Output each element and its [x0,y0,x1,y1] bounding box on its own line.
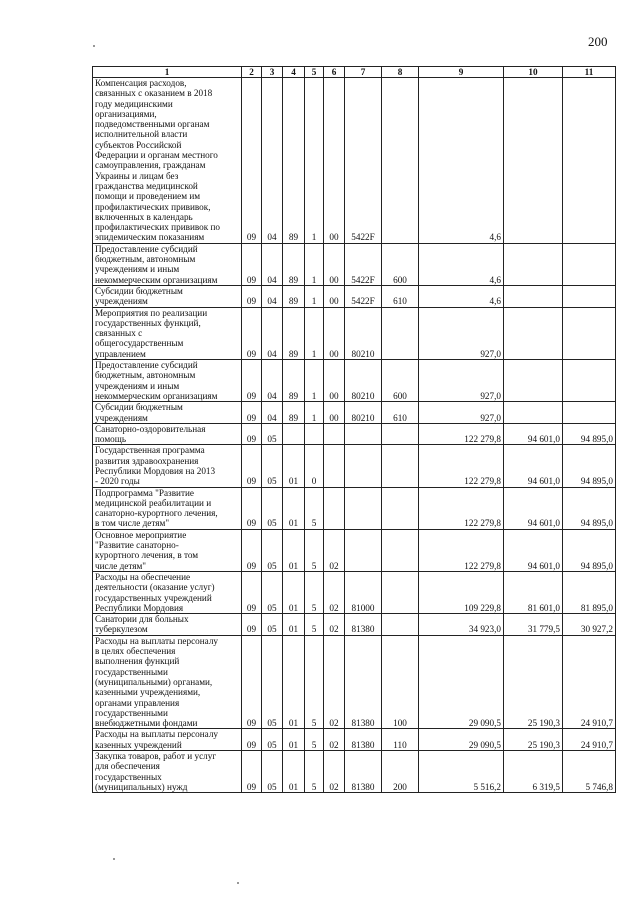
direction-code [345,487,382,529]
table-row [93,529,616,571]
table-row [93,78,616,244]
amount-col9: 4,6 [419,243,504,285]
amount-col11: 94 895,0 [563,423,616,445]
subprogram-code [305,423,324,445]
section-code: 09 [242,423,262,445]
activity-code [324,423,345,445]
activity-code: 02 [324,529,345,571]
amount-col10 [504,307,563,359]
header-cell: 5 [305,67,324,78]
section-code: 09 [242,529,262,571]
amount-col10 [504,243,563,285]
subprogram-code: 1 [305,307,324,359]
program-code: 01 [283,614,305,636]
activity-code: 02 [324,751,345,793]
section-code: 09 [242,285,262,307]
amount-col11: 24 910,7 [563,729,616,751]
amount-col11: 5 746,8 [563,751,616,793]
subsection-code: 04 [262,243,283,285]
program-code: 01 [283,445,305,487]
subprogram-code: 1 [305,78,324,244]
amount-col11: 30 927,2 [563,614,616,636]
amount-col11 [563,285,616,307]
section-code: 09 [242,78,262,244]
amount-col11: 94 895,0 [563,487,616,529]
program-code: 01 [283,571,305,613]
program-code: 01 [283,487,305,529]
expense-type-code: 110 [382,729,419,751]
amount-col10: 94 601,0 [504,487,563,529]
amount-col10: 6 319,5 [504,751,563,793]
direction-code: 5422F [345,243,382,285]
subsection-code: 05 [262,445,283,487]
direction-code: 5422F [345,285,382,307]
row-name: Расходы на выплаты персоналу казенных учреждений [93,729,242,751]
budget-table [92,66,616,793]
activity-code: 02 [324,635,345,729]
amount-col10: 81 601,0 [504,571,563,613]
amount-col11 [563,243,616,285]
subsection-code: 05 [262,423,283,445]
direction-code: 80210 [345,402,382,424]
table-row [93,487,616,529]
subsection-code: 05 [262,571,283,613]
section-code: 09 [242,445,262,487]
row-name: Расходы на обеспечение деятельности (оказание услуг) государственных учреждений Республики Мордовия [93,571,242,613]
program-code: 89 [283,402,305,424]
header-cell: 7 [345,67,382,78]
amount-col9: 122 279,8 [419,487,504,529]
expense-type-code [382,78,419,244]
amount-col9: 927,0 [419,402,504,424]
amount-col10: 31 779,5 [504,614,563,636]
direction-code [345,423,382,445]
section-code: 09 [242,402,262,424]
program-code: 01 [283,529,305,571]
expense-type-code: 610 [382,402,419,424]
activity-code: 02 [324,571,345,613]
subsection-code: 05 [262,635,283,729]
subprogram-code: 0 [305,445,324,487]
program-code: 89 [283,307,305,359]
subsection-code: 04 [262,402,283,424]
subprogram-code: 5 [305,487,324,529]
section-code: 09 [242,307,262,359]
table-row [93,285,616,307]
program-code: 01 [283,729,305,751]
amount-col11: 81 895,0 [563,571,616,613]
expense-type-code [382,423,419,445]
amount-col11 [563,402,616,424]
expense-type-code [382,307,419,359]
row-name: Санаторно-оздоровительная помощь [93,423,242,445]
program-code: 89 [283,243,305,285]
activity-code [324,445,345,487]
program-code: 01 [283,751,305,793]
subprogram-code: 1 [305,402,324,424]
subsection-code: 05 [262,487,283,529]
amount-col10: 94 601,0 [504,529,563,571]
row-name: Основное мероприятие "Развитие санаторно- курортного лечения, в том числе детям" [93,529,242,571]
table-row [93,614,616,636]
table-row [93,635,616,729]
row-name: Предоставление субсидий бюджетным, автономным учреждениям и иным некоммерческим организациям [93,243,242,285]
header-cell: 11 [563,67,616,78]
activity-code: 02 [324,614,345,636]
amount-col9: 927,0 [419,360,504,402]
table-body [93,78,616,793]
direction-code: 81380 [345,729,382,751]
activity-code: 00 [324,243,345,285]
amount-col9: 5 516,2 [419,751,504,793]
amount-col9: 34 923,0 [419,614,504,636]
amount-col10 [504,78,563,244]
section-code: 09 [242,635,262,729]
amount-col9: 927,0 [419,307,504,359]
table-row [93,445,616,487]
program-code: 89 [283,285,305,307]
activity-code: 00 [324,360,345,402]
amount-col11: 24 910,7 [563,635,616,729]
direction-code [345,529,382,571]
header-cell: 10 [504,67,563,78]
row-name: Мероприятия по реализации государственных функций, связанных с общегосударственным управлением [93,307,242,359]
amount-col10: 94 601,0 [504,423,563,445]
header-cell: 9 [419,67,504,78]
section-code: 09 [242,571,262,613]
expense-type-code [382,571,419,613]
direction-code: 80210 [345,307,382,359]
header-cell: 8 [382,67,419,78]
direction-code: 80210 [345,360,382,402]
program-code [283,423,305,445]
activity-code [324,487,345,529]
activity-code: 02 [324,729,345,751]
subsection-code: 04 [262,78,283,244]
expense-type-code: 200 [382,751,419,793]
direction-code: 5422F [345,78,382,244]
table-row [93,360,616,402]
program-code: 01 [283,635,305,729]
amount-col10: 25 190,3 [504,635,563,729]
direction-code [345,445,382,487]
section-code: 09 [242,360,262,402]
amount-col9: 122 279,8 [419,529,504,571]
expense-type-code [382,614,419,636]
amount-col9: 122 279,8 [419,423,504,445]
expense-type-code: 600 [382,360,419,402]
program-code: 89 [283,360,305,402]
row-name: Закупка товаров, работ и услуг для обеспечения государственных (муниципальных) нужд [93,751,242,793]
section-code: 09 [242,243,262,285]
expense-type-code: 610 [382,285,419,307]
page-number: 200 [588,34,608,49]
subprogram-code: 5 [305,729,324,751]
row-name: Расходы на выплаты персоналу в целях обеспечения выполнения функций государственными (муниципальными) органами, казенными учреждениями, органами управления государственными внебюджетными фондами [93,635,242,729]
amount-col10: 25 190,3 [504,729,563,751]
header-cell: 2 [242,67,262,78]
subsection-code: 05 [262,614,283,636]
scan-speck [93,45,95,47]
amount-col10 [504,285,563,307]
table-row [93,402,616,424]
header-cell: 4 [283,67,305,78]
row-name: Предоставление субсидий бюджетным, автономным учреждениям и иным некоммерческим организациям [93,360,242,402]
section-code: 09 [242,729,262,751]
section-code: 09 [242,751,262,793]
subsection-code: 05 [262,729,283,751]
section-code: 09 [242,614,262,636]
row-name: Государственная программа развития здравоохранения Республики Мордовия на 2013 - 2020 годы [93,445,242,487]
expense-type-code [382,445,419,487]
row-name: Санатории для больных туберкулезом [93,614,242,636]
table-row [93,729,616,751]
scan-speck [113,858,115,860]
amount-col9: 4,6 [419,78,504,244]
table-row [93,423,616,445]
section-code: 09 [242,487,262,529]
amount-col11 [563,78,616,244]
expense-type-code: 100 [382,635,419,729]
row-name: Компенсация расходов, связанных с оказанием в 2018 году медицинскими организациями, подведомственными органам исполнительной власти субъектов Российской Федерации и органам местного самоуправления, гражданам Украины и лицам без гражданства медицинской помощи и проведением им профилактических прививок, включенных в календарь профилактических прививок по эпидемическим показаниям [93,78,242,244]
amount-col11 [563,360,616,402]
table-row [93,307,616,359]
subsection-code: 04 [262,285,283,307]
expense-type-code [382,487,419,529]
subsection-code: 05 [262,751,283,793]
header-cell: 3 [262,67,283,78]
amount-col9: 109 229,8 [419,571,504,613]
subprogram-code: 5 [305,571,324,613]
amount-col10 [504,402,563,424]
activity-code: 00 [324,307,345,359]
subprogram-code: 5 [305,614,324,636]
amount-col11: 94 895,0 [563,529,616,571]
subsection-code: 05 [262,529,283,571]
row-name: Субсидии бюджетным учреждениям [93,402,242,424]
row-name: Субсидии бюджетным учреждениям [93,285,242,307]
activity-code: 00 [324,285,345,307]
amount-col9: 29 090,5 [419,729,504,751]
amount-col11 [563,307,616,359]
table-row [93,751,616,793]
scan-speck [237,882,239,884]
subprogram-code: 1 [305,285,324,307]
subsection-code: 04 [262,360,283,402]
subprogram-code: 5 [305,751,324,793]
table-header [93,67,616,78]
expense-type-code: 600 [382,243,419,285]
header-row [93,67,616,78]
activity-code: 00 [324,78,345,244]
activity-code: 00 [324,402,345,424]
amount-col10 [504,360,563,402]
amount-col11: 94 895,0 [563,445,616,487]
subsection-code: 04 [262,307,283,359]
program-code: 89 [283,78,305,244]
direction-code: 81000 [345,571,382,613]
amount-col9: 29 090,5 [419,635,504,729]
expense-type-code [382,529,419,571]
direction-code: 81380 [345,614,382,636]
header-cell: 1 [93,67,242,78]
amount-col9: 4,6 [419,285,504,307]
subprogram-code: 5 [305,635,324,729]
header-cell: 6 [324,67,345,78]
direction-code: 81380 [345,751,382,793]
row-name: Подпрограмма "Развитие медицинской реабилитации и санаторно-курортного лечения, в том числе детям" [93,487,242,529]
subprogram-code: 1 [305,360,324,402]
subprogram-code: 1 [305,243,324,285]
table-row [93,243,616,285]
amount-col10: 94 601,0 [504,445,563,487]
table-row [93,571,616,613]
direction-code: 81380 [345,635,382,729]
subprogram-code: 5 [305,529,324,571]
amount-col9: 122 279,8 [419,445,504,487]
